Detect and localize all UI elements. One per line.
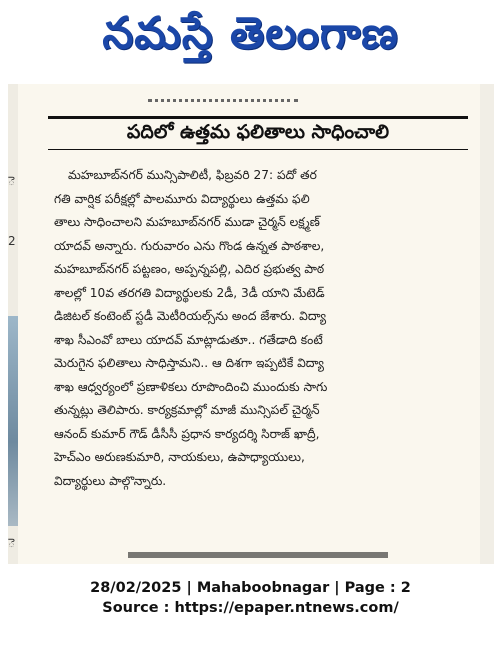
article-line: హెచ్ఎం అరుణకుమారి, నాయకులు, ఉపాధ్యాయులు, [54, 450, 305, 464]
article-line: విద్యార్థులు పాల్గొన్నారు. [54, 473, 167, 488]
footer [0, 578, 501, 618]
article-line: ఆనంద్ కుమార్ గౌడ్ డీసీసీ ప్రధాన కార్యదర్శి సిరాజ్ ఖాద్రీ, [54, 426, 320, 441]
article-line: డిజిటల్ కంటెంట్ స్టడీ మెటీరియల్స్‌ను అంద జేశారు. విద్యా [54, 309, 327, 323]
article-line: మహబూబ్‌నగర్ పట్టణం, అప్పన్నపల్లి, ఎదిర ప్రభుత్వ పాఠ [54, 262, 325, 276]
article-line: తున్నట్లు తెలిపారు. కార్యక్రమాల్లో మాజీ మున్సిపల్ చైర్మన్ [54, 403, 320, 417]
article-line: గతి వార్షిక పరీక్షల్లో పాలమూరు విద్యార్థులు ఉత్తమ ఫలి [54, 191, 310, 206]
adjacent-photo [8, 316, 18, 526]
article-line: తాలు సాధించాలని మహబూబ్‌నగర్ ముడా చైర్మన్ లక్ష్మణ్ [54, 215, 320, 229]
adjacent-text-fragment: ె [8, 536, 15, 550]
adjacent-text-fragment: 2 [8, 234, 16, 248]
masthead [0, 0, 501, 78]
date-edition-page: 28/02/2025 | Mahaboobnagar | Page : 2 [90, 580, 411, 596]
article-body [54, 164, 466, 493]
newspaper-logo: నమస్తే తెలంగాణ [102, 8, 399, 59]
source-link[interactable]: Source : https://epaper.ntnews.com/ [102, 600, 399, 616]
article-line: శాలల్లో 10వ తరగతి విద్యార్థులకు 2డీ, 3డీ యాని మేటెడ్ [54, 285, 325, 300]
headline-bar [48, 116, 468, 150]
article-line: యాదవ్ అన్నారు. గురువారం ఎను గొండ ఉన్నత పాఠశాల, [54, 238, 325, 253]
article-line: మహబూబ్‌నగర్ మున్సిపాలిటీ, ఫిబ్రవరి 27: పదో తర [68, 168, 317, 182]
article-line: శాఖ సీఎంవో బాలు యాదవ్ మాట్లాడుతూ.. గతేడాది కంటే [54, 332, 323, 347]
article-line: మెరుగైన ఫలితాలు సాధిస్తామని.. ఆ దిశగా ఇప్పటికే విద్యా [54, 356, 325, 370]
adjacent-text-fragment: ె [8, 174, 15, 188]
adjacent-column-right [480, 84, 494, 564]
newspaper-clipping [8, 84, 494, 564]
clipped-text-below [128, 552, 388, 564]
clipped-headline-above [148, 92, 298, 102]
article-line: శాఖ ఆధ్వర్యంలో ప్రణాళికలు రూపొందించి ముందుకు సాగు [54, 379, 328, 394]
article-headline: పదిలో ఉత్తమ ఫలితాలు సాధించాలి [126, 120, 390, 143]
